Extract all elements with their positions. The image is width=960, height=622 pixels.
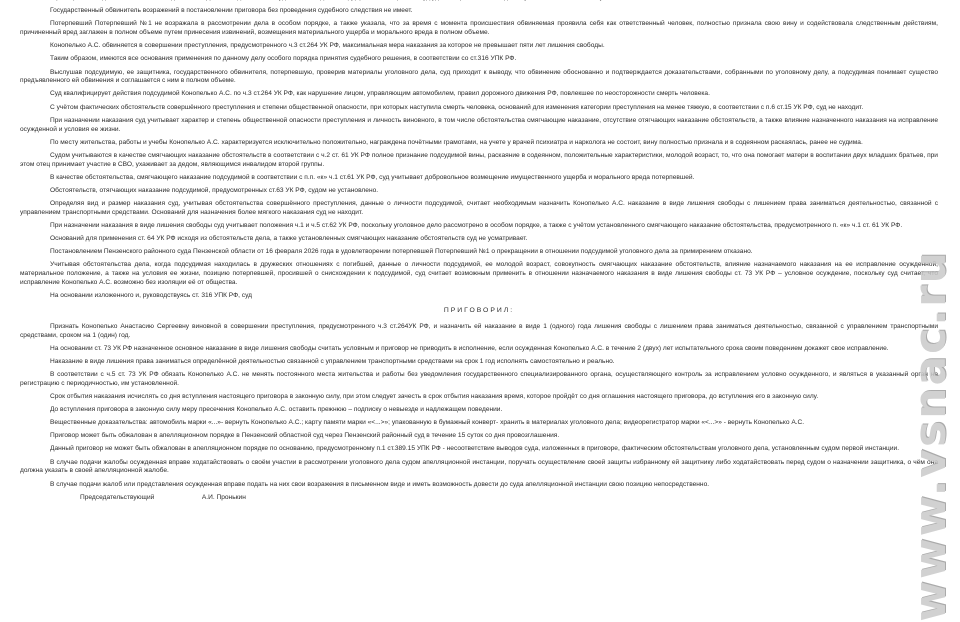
paragraph: При назначении наказания в виде лишения свободы суд учитывает положения ч.1 и ч.5 ст.62 УК РФ, поскольку уголовное дело рассмотрено в особом порядке, а также с учётом установленного смягчающего наказание обстоятельства, предусмотренного п. «к» ч.1 ст. 61 УК РФ. <box>50 221 903 229</box>
verdict-paragraph: До вступления приговора в законную силу меру пресечения Конопелько А.С. оставить прежнюю – подписку о невыезде и надлежащем поведении. <box>50 406 503 413</box>
document-body <box>20 0 938 502</box>
paragraph: Таким образом, имеются все основания применения по данному делу особого порядка принятия судебного решения, в соответствии со ст.316 УПК РФ. <box>50 55 517 63</box>
verdict-paragraph: На основании ст. 73 УК РФ назначенное основное наказание в виде лишения свободы считать условным и приговор не приводить в исполнение, если осужденная Конопелько А.С. в течение 2 (двух) лет испытательного срока своим поведением докажет свое исправление. <box>50 344 889 352</box>
paragraph <box>20 0 938 3</box>
paragraph: Постановлением Пензенского районного суда Пензенской области от 16 февраля 2026 года в удовлетворении потерпевшей Потерпевший №1 о прекращении в отношении подсудимой уголовного дела за примирением отказано. <box>50 248 753 256</box>
case-paragraphs <box>20 0 938 301</box>
verdict-paragraph: Данный приговор не может быть обжалован в апелляционном порядке по основанию, предусмотренному п.1 ст.389.15 УПК РФ - несоответствие выводов суда, изложенных в приговоре, фактическим обстоятельствам уголовного дела, установленным судом первой инстанции. <box>50 445 900 453</box>
verdict-paragraph: В случае подачи жалоб или представления осужденная вправе подать на них свои возражения в письменном виде и иметь возможность довести до суда апелляционной инстанции свою позицию непосредственно. <box>50 480 710 488</box>
paragraph: Выслушав подсудимую, ее защитника, государственного обвинителя, потерпевшую, проверив материалы уголовного дела, суд приходит к выводу, что обвинение обоснованно и подтверждается доказательствами, собранными по уголовному делу, а подсудимая понимает существо предъявленного ей обвинения и соглашается с ним в полном объеме. <box>20 68 938 85</box>
paragraph: Конопелько А.С. обвиняется в совершении преступления, предусмотренного ч.3 ст.264 УК РФ, максимальная мера наказания за которое не превышает пяти лет лишения свободы. <box>50 42 605 50</box>
verdict-paragraph: Срок отбытия наказания исчислять со дня вступления настоящего приговора в законную силу, при этом следует зачесть в срок отбытия наказания время, которое пройдёт со дня оглашения настоящего приговора, до вступления его в законную силу. <box>50 392 819 400</box>
paragraph: Судом учитываются в качестве смягчающих наказание обстоятельств в соответствии с ч.2 ст. 61 УК РФ полное признание подсудимой вины, раскаяние в содеянном, положительные характеристики, молодой возраст, то, что она помогает матери в воспитании двух младших братьев, при этом отец принимает участие в СВО, ухаживает за дедом, являющимся инвалидом второй группы. <box>20 151 938 168</box>
paragraph: Оснований для применения ст. 64 УК РФ исходя из обстоятельств дела, а также установленных смягчающих наказание обстоятельств суд не усматривает. <box>50 235 528 243</box>
verdict-paragraph: Приговор может быть обжалован в апелляционном порядке в Пензенский областной суд через Пензенский районный суд в течение 15 суток со дня провозглашения. <box>50 432 560 440</box>
paragraph: Суд квалифицирует действия подсудимой Конопелько А.С. по ч.3 ст.264 УК РФ, как нарушение лицом, управляющим автомобилем, правил дорожного движения РФ, повлекшее по неосторожности смерть человека. <box>50 90 710 98</box>
verdict-paragraph: В соответствии с ч.5 ст. 73 УК РФ обязать Конопелько А.С. не менять постоянного места жительства и работы без уведомления государственного специализированного органа, осуществляющего контроль за исправлением условно осужденного, и являться в указанный орган на регистрацию с периодичностью, им установленной. <box>20 370 938 387</box>
paragraph: Государственный обвинитель возражений в постановлении приговора без проведения судебного следствия не имеет. <box>50 7 413 15</box>
paragraph: Обстоятельств, отягчающих наказание подсудимой, предусмотренных ст.63 УК РФ, судом не установлено. <box>50 186 379 194</box>
verdict-paragraph: Вещественные доказательства: автомобиль марки «...»- вернуть Конопелько А.С.; карту памяти марки «<...>»; упакованную в бумажный конверт- хранить в материалах уголовного дела; видеорегистратор марки «<...>» - вернуть Конопелько А.С. <box>50 419 805 427</box>
verdict-paragraph: В случае подачи жалобы осужденная вправе ходатайствовать о своём участии в рассмотрении уголовного дела судом апелляционной инстанции, поручать осуществление своей защиты избранному ей защитнику либо ходатайствовать перед судом о назначении защитника, о чём она должна указать в своей апелляционной жалобе. <box>20 458 938 475</box>
paragraph: На основании изложенного и, руководствуясь ст. 316 УПК РФ, суд <box>50 292 253 300</box>
verdict-paragraphs <box>20 323 938 490</box>
paragraph: При назначении наказания суд учитывает характер и степень общественной опасности преступления и личность виновного, в том числе обстоятельства смягчающие наказание, отсутствие отягчающих наказание обстоятельств, а также влияние назначенного наказания на исправление осужденной и условия ее жизни. <box>20 116 938 133</box>
verdict-paragraph: Признать Конопелько Анастасию Сергеевну виновной в совершении преступления, предусмотренного ч.3 ст.264УК РФ, и назначить ей наказание в виде 1 (одного) года лишения свободы с лишением права заниматься деятельностью, связанной с управлением транспортными средствами, сроком на 1 (один) год. <box>20 322 938 339</box>
paragraph: Определяя вид и размер наказания суд, учитывая обстоятельства совершённого преступления, данные о личности подсудимой, считает необходимым назначить Конопелько А.С. наказание в виде лишения свободы с лишением права заниматься деятельностью, связанной с управлением транспортными средствами. Оснований для назначения более мягкого наказания суд не находит. <box>20 200 938 216</box>
site-watermark: www.vsnac.ru <box>905 250 956 622</box>
verdict-paragraph: Наказание в виде лишения права заниматься определённой деятельностью связанной с управлением транспортными средствами на срок 1 год исполнять самостоятельно и реально. <box>50 357 615 365</box>
paragraph: В качестве обстоятельства, смягчающего наказание подсудимой в соответствии с п.п. «к» ч.1 ст.61 УК РФ, суд учитывает добровольное возмещение имущественного ущерба и морального вреда потерпевшей. <box>50 173 695 181</box>
paragraph: С учётом фактических обстоятельств совершённого преступления и степени общественной опасности, при которых наступила смерть человека, оснований для изменения категории преступления на менее тяжкую, в соответствии с п.6 ст.15 УК РФ, суд не находит. <box>50 103 864 111</box>
paragraph: Учитывая обстоятельства дела, когда подсудимая находилась в дружеских отношениях с погибшей, данные о личности подсудимой, ее молодой возраст, совокупность смягчающих наказание обстоятельств, влияние назначаемого наказания на ее исправление осужденной, материальное положение, а также на условия ее жизни, позицию потерпевшей, просившей о снисхождении к подсудимой, суд считает возможным применить в отношении назначаемого наказания в виде лишения свободы ст. 73 УК РФ – условное осуждение, поскольку суд считает, что исправление Конопелько А.С. возможно без изоляции её от общества. <box>20 261 938 286</box>
signature-role: Председательствующий <box>80 493 155 501</box>
signature-line <box>20 494 938 503</box>
verdict-heading: ПРИГОВОРИЛ: <box>443 306 515 314</box>
signature-name: А.И. Пронькин <box>201 493 246 501</box>
paragraph: Потерпевший Потерпевший №1 не возражала в рассмотрении дела в особом порядке, а также указала, что за время с момента происшествия обвиняемая проявила себя как ответственный человек, полностью признала свою вину и содействовала следственным действиям, причиненный вред заглажен в полном объеме путем принесения извинений, возмещения материального ущерба и морального вреда в полном объеме. <box>20 20 938 37</box>
paragraph: По месту жительства, работы и учебы Конопелько А.С. характеризуется исключительно положительно, награждена почётными грамотами, на учете у врачей психиатра и нарколога не состоит, вину полностью признала и в содеянном раскаялась, ранее не судима. <box>50 138 863 146</box>
